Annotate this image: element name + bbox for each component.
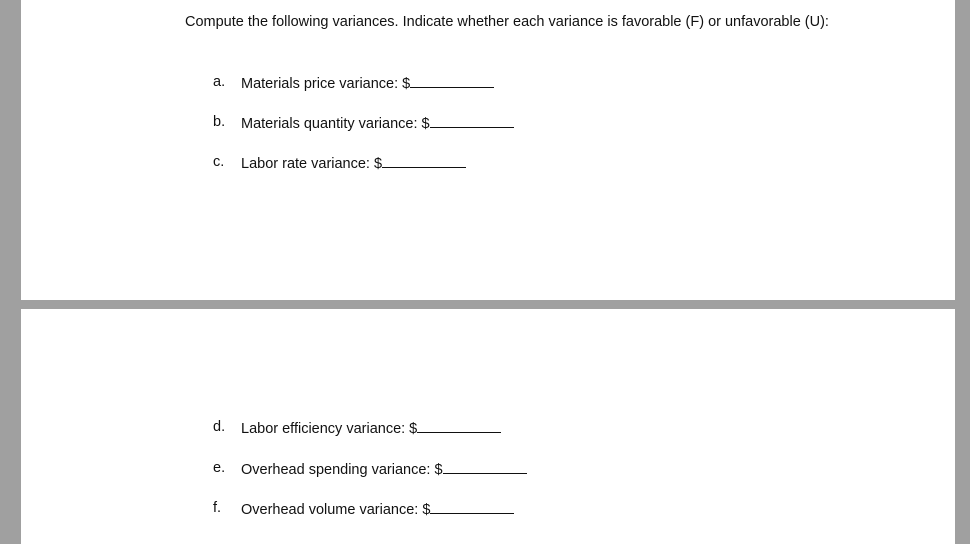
item-letter: c. (213, 154, 225, 170)
item-letter: f. (213, 500, 222, 516)
instructions-text: Compute the following variances. Indicate whether each variance is favorable (F) or unfavorable (U): (185, 14, 829, 30)
document-page-1 (21, 0, 955, 300)
answer-blank[interactable] (410, 73, 494, 88)
item-letter: a. (213, 74, 226, 90)
item-label: Materials price variance: $ (241, 76, 411, 92)
item-label: Labor efficiency variance: $ (241, 421, 418, 437)
answer-blank[interactable] (417, 418, 501, 433)
item-letter: e. (213, 460, 226, 476)
item-label: Overhead volume variance: $ (241, 502, 431, 518)
document-page-2 (21, 309, 955, 544)
item-label: Overhead spending variance: $ (241, 462, 443, 478)
answer-blank[interactable] (430, 113, 514, 128)
item-label: Labor rate variance: $ (241, 156, 383, 172)
answer-blank[interactable] (443, 459, 527, 474)
answer-blank[interactable] (382, 153, 466, 168)
item-letter: b. (213, 114, 226, 130)
item-label: Materials quantity variance: $ (241, 116, 430, 132)
answer-blank[interactable] (430, 499, 514, 514)
item-letter: d. (213, 419, 226, 435)
